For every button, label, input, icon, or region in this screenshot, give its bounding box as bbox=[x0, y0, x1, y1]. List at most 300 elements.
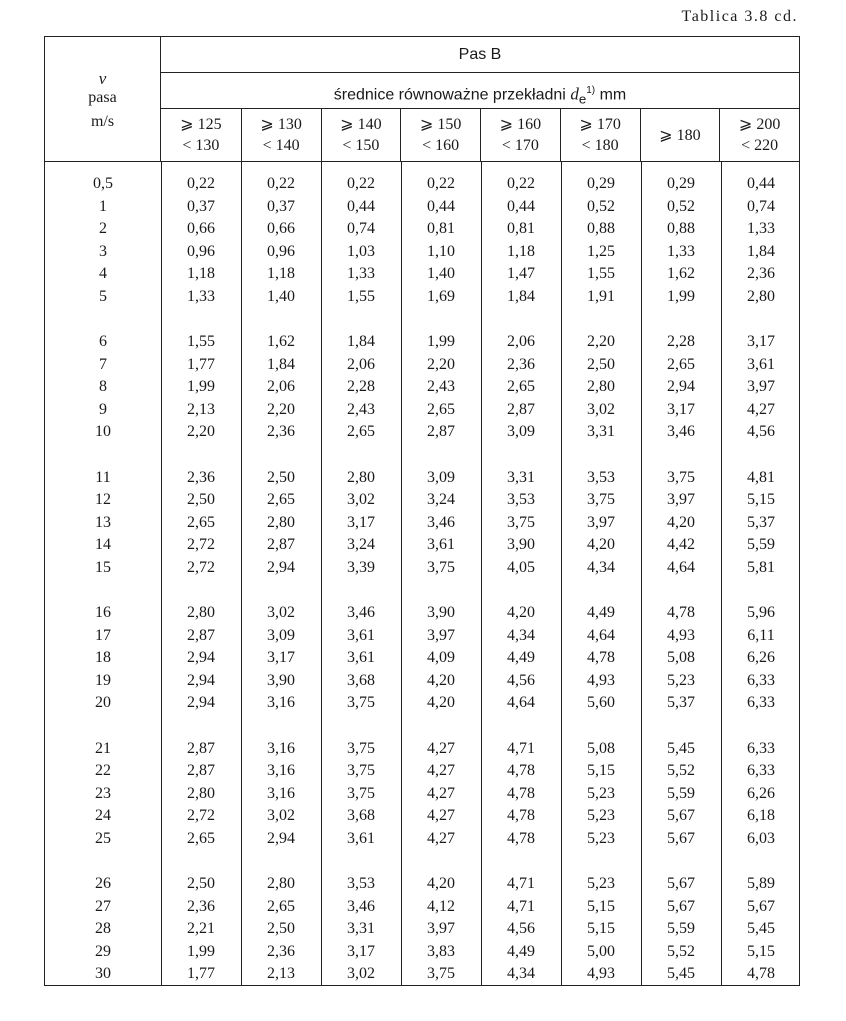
table-row bbox=[45, 896, 799, 919]
power-cell: 3,17 bbox=[347, 513, 375, 531]
power-cell: 5,52 bbox=[667, 762, 695, 779]
power-cell: 2,94 bbox=[187, 649, 215, 666]
power-cell: 3,46 bbox=[347, 604, 375, 621]
power-cell: 2,13 bbox=[267, 965, 295, 982]
power-cell: 2,50 bbox=[267, 920, 295, 937]
velocity-cell: 5 bbox=[99, 287, 107, 305]
range-lower: ⩾ 160 bbox=[499, 116, 542, 133]
table-row bbox=[45, 399, 799, 422]
power-cell: 4,78 bbox=[507, 807, 535, 824]
power-cell: 3,68 bbox=[347, 807, 375, 824]
power-cell: 3,90 bbox=[507, 536, 535, 553]
power-cell: 3,17 bbox=[667, 400, 695, 418]
power-cell: 4,93 bbox=[667, 626, 695, 644]
table-row bbox=[45, 376, 799, 399]
table-row bbox=[45, 196, 799, 219]
velocity-cell: 24 bbox=[95, 807, 111, 824]
power-cell: 3,02 bbox=[267, 604, 295, 621]
power-cell: 0,88 bbox=[667, 220, 695, 237]
power-cell: 3,97 bbox=[427, 920, 455, 937]
power-cell: 4,56 bbox=[507, 671, 535, 689]
power-cell: 3,16 bbox=[267, 784, 295, 802]
table-row bbox=[45, 941, 799, 964]
power-cell: 2,94 bbox=[187, 694, 215, 711]
diameter-symbol: d bbox=[570, 84, 579, 104]
power-cell: 0,22 bbox=[347, 175, 375, 192]
range-upper: < 160 bbox=[422, 137, 460, 154]
power-cell: 3,90 bbox=[267, 671, 295, 689]
power-cell: 2,65 bbox=[267, 491, 295, 508]
power-cell: 1,84 bbox=[267, 355, 295, 373]
power-cell: 5,15 bbox=[747, 942, 775, 960]
power-cell: 1,99 bbox=[187, 942, 215, 960]
power-cell: 0,74 bbox=[347, 220, 375, 237]
power-cell: 3,31 bbox=[587, 423, 615, 440]
power-cell: 3,53 bbox=[347, 875, 375, 892]
power-cell: 4,27 bbox=[427, 739, 455, 757]
power-cell: 4,81 bbox=[747, 468, 775, 486]
range-lower: ⩾ 125 bbox=[180, 116, 222, 133]
table-row bbox=[45, 241, 799, 264]
power-cell: 1,62 bbox=[267, 333, 295, 350]
power-cell: 2,80 bbox=[267, 875, 295, 892]
velocity-symbol: v bbox=[98, 69, 107, 88]
velocity-cell: 10 bbox=[95, 423, 111, 440]
table-row bbox=[45, 647, 799, 670]
power-cell: 3,46 bbox=[347, 897, 375, 915]
power-cell: 4,49 bbox=[507, 942, 535, 960]
power-cell: 4,27 bbox=[427, 784, 455, 802]
power-cell: 4,20 bbox=[427, 671, 455, 689]
power-cell: 1,69 bbox=[427, 287, 455, 305]
power-cell: 2,65 bbox=[267, 897, 295, 915]
power-cell: 1,99 bbox=[667, 287, 695, 305]
power-cell: 3,24 bbox=[347, 536, 375, 553]
power-cell: 1,33 bbox=[187, 287, 215, 305]
power-cell: 2,36 bbox=[187, 468, 215, 486]
power-cell: 6,03 bbox=[747, 829, 775, 847]
power-cell: 0,29 bbox=[587, 175, 615, 192]
power-cell: 4,78 bbox=[747, 965, 775, 982]
table-row bbox=[45, 692, 799, 715]
table-row bbox=[45, 534, 799, 557]
power-cell: 3,75 bbox=[507, 513, 535, 531]
power-cell: 0,96 bbox=[267, 242, 295, 260]
power-cell: 2,50 bbox=[187, 875, 215, 892]
power-cell: 5,59 bbox=[667, 784, 695, 802]
power-cell: 3,75 bbox=[347, 739, 375, 757]
table-row bbox=[45, 512, 799, 535]
power-cell: 5,67 bbox=[667, 897, 695, 915]
power-cell: 1,10 bbox=[427, 242, 455, 260]
power-cell: 5,89 bbox=[747, 875, 775, 892]
power-cell: 2,28 bbox=[347, 378, 375, 395]
velocity-cell: 6 bbox=[99, 333, 107, 350]
power-cell: 5,45 bbox=[747, 920, 775, 937]
power-cell: 3,97 bbox=[747, 378, 775, 395]
power-cell: 1,55 bbox=[587, 265, 615, 282]
velocity-cell: 23 bbox=[95, 784, 111, 802]
power-cell: 1,18 bbox=[267, 265, 295, 282]
table-row bbox=[45, 670, 799, 693]
velocity-header bbox=[45, 37, 161, 161]
power-cell: 1,25 bbox=[587, 242, 615, 260]
power-cell: 3,75 bbox=[347, 784, 375, 802]
power-cell: 5,67 bbox=[667, 807, 695, 824]
power-cell: 2,43 bbox=[347, 400, 375, 418]
power-cell: 0,44 bbox=[507, 197, 535, 215]
power-cell: 3,75 bbox=[347, 762, 375, 779]
power-cell: 1,33 bbox=[667, 242, 695, 260]
power-cell: 4,20 bbox=[427, 694, 455, 711]
power-cell: 4,20 bbox=[507, 604, 535, 621]
velocity-cell: 7 bbox=[99, 355, 107, 373]
power-cell: 0,44 bbox=[427, 197, 455, 215]
velocity-cell: 16 bbox=[95, 604, 111, 621]
power-cell: 4,34 bbox=[507, 965, 535, 982]
power-cell: 2,36 bbox=[267, 942, 295, 960]
table-row bbox=[45, 354, 799, 377]
power-cell: 0,44 bbox=[747, 175, 775, 192]
power-cell: 3,90 bbox=[427, 604, 455, 621]
table-row bbox=[45, 489, 799, 512]
power-cell: 2,20 bbox=[267, 400, 295, 418]
velocity-unit: m/s bbox=[90, 113, 115, 130]
power-cell: 4,56 bbox=[747, 423, 775, 440]
power-cell: 0,44 bbox=[347, 197, 375, 215]
range-lower: ⩾ 140 bbox=[340, 116, 382, 133]
velocity-cell: 13 bbox=[95, 513, 111, 531]
table-row bbox=[45, 173, 799, 196]
range-upper: < 220 bbox=[741, 137, 779, 154]
power-cell: 2,87 bbox=[187, 762, 215, 779]
table-row bbox=[45, 783, 799, 806]
power-cell: 4,78 bbox=[507, 762, 535, 779]
power-cell: 4,71 bbox=[507, 739, 535, 757]
power-cell: 6,33 bbox=[747, 671, 775, 689]
power-cell: 5,37 bbox=[747, 513, 775, 531]
power-cell: 4,20 bbox=[587, 536, 615, 553]
velocity-label: pasa bbox=[88, 89, 117, 106]
power-cell: 3,75 bbox=[347, 694, 375, 711]
table-caption: Tablica 3.8 cd. bbox=[681, 8, 798, 25]
power-cell: 1,62 bbox=[667, 265, 695, 282]
power-cell: 2,65 bbox=[667, 355, 695, 373]
power-cell: 3,75 bbox=[427, 965, 455, 982]
power-cell: 3,75 bbox=[667, 468, 695, 486]
power-cell: 3,17 bbox=[747, 333, 775, 350]
power-cell: 0,52 bbox=[667, 197, 695, 215]
power-cell: 1,18 bbox=[507, 242, 535, 260]
power-cell: 0,66 bbox=[267, 220, 295, 237]
table-row bbox=[45, 602, 799, 625]
range-header-1 bbox=[161, 109, 241, 161]
power-cell: 4,64 bbox=[587, 626, 615, 644]
velocity-cell: 15 bbox=[95, 558, 111, 576]
power-cell: 1,18 bbox=[187, 265, 215, 282]
power-cell: 5,45 bbox=[667, 965, 695, 982]
velocity-cell: 14 bbox=[95, 536, 111, 553]
power-cell: 1,40 bbox=[267, 287, 295, 305]
power-cell: 4,12 bbox=[427, 897, 455, 915]
power-cell: 3,02 bbox=[347, 965, 375, 982]
power-cell: 0,22 bbox=[427, 175, 455, 192]
range-upper: < 140 bbox=[262, 137, 300, 154]
velocity-cell: 4 bbox=[99, 265, 107, 282]
range-header-8 bbox=[719, 109, 799, 161]
power-cell: 2,87 bbox=[187, 739, 215, 757]
power-cell: 3,17 bbox=[347, 942, 375, 960]
power-cell: 3,61 bbox=[427, 536, 455, 553]
power-cell: 2,21 bbox=[187, 920, 215, 937]
power-cell: 0,52 bbox=[587, 197, 615, 215]
velocity-cell: 25 bbox=[95, 829, 111, 847]
power-cell: 2,65 bbox=[427, 400, 455, 418]
range-upper: < 180 bbox=[581, 137, 619, 154]
power-cell: 2,06 bbox=[267, 378, 295, 395]
power-cell: 4,78 bbox=[507, 784, 535, 802]
power-cell: 0,37 bbox=[187, 197, 215, 215]
power-cell: 0,81 bbox=[427, 220, 455, 237]
power-cell: 2,65 bbox=[187, 829, 215, 847]
power-cell: 2,36 bbox=[747, 265, 775, 282]
power-cell: 3,97 bbox=[667, 491, 695, 508]
power-cell: 2,87 bbox=[267, 536, 295, 553]
diameter-text: średnice równoważne przekładni bbox=[333, 86, 566, 104]
velocity-cell: 17 bbox=[95, 626, 111, 644]
power-cell: 1,77 bbox=[187, 355, 215, 373]
power-cell: 6,33 bbox=[747, 739, 775, 757]
power-cell: 5,00 bbox=[587, 942, 615, 960]
power-cell: 2,50 bbox=[267, 468, 295, 486]
power-cell: 2,80 bbox=[267, 513, 295, 531]
power-cell: 2,94 bbox=[267, 558, 295, 576]
power-cell: 2,06 bbox=[507, 333, 535, 350]
range-lower: ⩾ 200 bbox=[738, 116, 781, 133]
power-cell: 2,50 bbox=[187, 491, 215, 508]
table-row bbox=[45, 963, 799, 986]
power-cell: 2,65 bbox=[507, 378, 535, 395]
power-cell: 5,81 bbox=[747, 558, 775, 576]
belt-type-header: Pas B bbox=[161, 37, 799, 73]
power-cell: 3,02 bbox=[267, 807, 295, 824]
power-cell: 3,16 bbox=[267, 694, 295, 711]
power-cell: 6,11 bbox=[747, 626, 775, 644]
power-cell: 4,64 bbox=[507, 694, 535, 711]
table-row bbox=[45, 625, 799, 648]
range-lower: ⩾ 180 bbox=[659, 126, 701, 144]
power-cell: 0,96 bbox=[187, 242, 215, 260]
table-row bbox=[45, 760, 799, 783]
power-cell: 4,78 bbox=[507, 829, 535, 847]
velocity-cell: 26 bbox=[95, 875, 111, 892]
power-cell: 6,26 bbox=[747, 649, 775, 666]
table-row bbox=[45, 738, 799, 761]
power-cell: 2,80 bbox=[747, 287, 775, 305]
table-row bbox=[45, 467, 799, 490]
table-row bbox=[45, 331, 799, 354]
diameter-subscript: e bbox=[578, 91, 587, 107]
power-cell: 2,36 bbox=[507, 355, 535, 373]
diameter-footnote: 1) bbox=[586, 85, 596, 96]
power-cell: 4,93 bbox=[587, 965, 615, 982]
velocity-cell: 8 bbox=[99, 378, 107, 395]
power-cell: 3,75 bbox=[587, 491, 615, 508]
power-cell: 5,23 bbox=[667, 671, 695, 689]
range-header-2 bbox=[241, 109, 321, 161]
power-cell: 4,42 bbox=[667, 536, 695, 553]
power-cell: 5,23 bbox=[587, 829, 615, 847]
power-cell: 4,27 bbox=[747, 400, 775, 418]
power-cell: 0,66 bbox=[187, 220, 215, 237]
power-cell: 4,34 bbox=[587, 558, 615, 576]
range-lower: ⩾ 170 bbox=[579, 116, 621, 133]
velocity-cell: 18 bbox=[95, 649, 111, 666]
power-cell: 6,18 bbox=[747, 807, 775, 824]
range-header-5 bbox=[480, 109, 560, 161]
range-lower: ⩾ 150 bbox=[419, 116, 462, 133]
power-cell: 4,05 bbox=[507, 558, 535, 576]
power-cell: 2,80 bbox=[187, 784, 215, 802]
power-cell: 2,80 bbox=[347, 468, 375, 486]
power-cell: 1,77 bbox=[187, 965, 215, 982]
velocity-cell: 21 bbox=[95, 739, 111, 757]
power-cell: 2,20 bbox=[187, 423, 215, 440]
power-cell: 5,08 bbox=[667, 649, 695, 666]
power-cell: 4,78 bbox=[667, 604, 695, 621]
power-table bbox=[44, 36, 800, 986]
power-cell: 5,15 bbox=[587, 920, 615, 937]
power-cell: 2,94 bbox=[267, 829, 295, 847]
range-upper: < 170 bbox=[501, 137, 539, 154]
velocity-cell: 30 bbox=[95, 965, 111, 982]
power-cell: 3,75 bbox=[427, 558, 455, 576]
power-cell: 2,28 bbox=[667, 333, 695, 350]
power-cell: 2,65 bbox=[347, 423, 375, 440]
power-cell: 3,46 bbox=[427, 513, 455, 531]
power-cell: 1,99 bbox=[427, 333, 455, 350]
range-header-7 bbox=[640, 109, 720, 161]
power-cell: 2,43 bbox=[427, 378, 455, 395]
power-cell: 1,91 bbox=[587, 287, 615, 305]
power-cell: 4,09 bbox=[427, 649, 455, 666]
power-cell: 4,93 bbox=[587, 671, 615, 689]
table-row bbox=[45, 218, 799, 241]
table-row bbox=[45, 263, 799, 286]
power-cell: 4,78 bbox=[587, 649, 615, 666]
power-cell: 5,23 bbox=[587, 875, 615, 892]
power-cell: 0,22 bbox=[507, 175, 535, 192]
power-cell: 3,61 bbox=[347, 829, 375, 847]
power-cell: 4,71 bbox=[507, 875, 535, 892]
power-cell: 6,26 bbox=[747, 784, 775, 802]
power-cell: 1,99 bbox=[187, 378, 215, 395]
table-row bbox=[45, 828, 799, 851]
power-cell: 1,33 bbox=[347, 265, 375, 282]
power-cell: 5,37 bbox=[667, 694, 695, 711]
power-cell: 2,20 bbox=[427, 355, 455, 373]
velocity-cell: 3 bbox=[99, 242, 107, 260]
power-cell: 0,22 bbox=[187, 175, 215, 192]
power-cell: 5,59 bbox=[667, 920, 695, 937]
power-cell: 3,68 bbox=[347, 671, 375, 689]
power-cell: 0,74 bbox=[747, 197, 775, 215]
velocity-cell: 22 bbox=[95, 762, 111, 779]
power-cell: 1,03 bbox=[347, 242, 375, 260]
power-cell: 3,16 bbox=[267, 762, 295, 779]
power-cell: 1,84 bbox=[507, 287, 535, 305]
power-cell: 2,87 bbox=[507, 400, 535, 418]
power-cell: 4,49 bbox=[507, 649, 535, 666]
power-cell: 3,31 bbox=[507, 468, 535, 486]
power-cell: 3,02 bbox=[347, 491, 375, 508]
power-cell: 3,53 bbox=[587, 468, 615, 486]
diameter-unit: mm bbox=[599, 86, 627, 104]
table-row bbox=[45, 805, 799, 828]
velocity-cell: 11 bbox=[95, 468, 111, 486]
power-cell: 2,72 bbox=[187, 558, 215, 576]
power-cell: 4,64 bbox=[667, 558, 695, 576]
power-cell: 5,23 bbox=[587, 807, 615, 824]
power-cell: 2,87 bbox=[187, 626, 215, 644]
power-cell: 3,02 bbox=[587, 400, 615, 418]
header-divider bbox=[45, 161, 799, 162]
power-cell: 5,59 bbox=[747, 536, 775, 553]
power-cell: 3,53 bbox=[507, 491, 535, 508]
power-cell: 2,80 bbox=[587, 378, 615, 395]
power-cell: 5,52 bbox=[667, 942, 695, 960]
power-cell: 5,15 bbox=[587, 897, 615, 915]
power-cell: 4,27 bbox=[427, 829, 455, 847]
power-cell: 1,40 bbox=[427, 265, 455, 282]
velocity-cell: 9 bbox=[99, 400, 107, 418]
velocity-cell: 2 bbox=[99, 220, 107, 237]
power-cell: 5,45 bbox=[667, 739, 695, 757]
power-cell: 4,71 bbox=[507, 897, 535, 915]
range-header-3 bbox=[321, 109, 401, 161]
power-cell: 1,33 bbox=[747, 220, 775, 237]
power-cell: 5,60 bbox=[587, 694, 615, 711]
power-cell: 1,84 bbox=[747, 242, 775, 260]
power-cell: 4,20 bbox=[427, 875, 455, 892]
power-cell: 3,61 bbox=[747, 355, 775, 373]
velocity-cell: 1 bbox=[99, 197, 107, 215]
power-cell: 2,72 bbox=[187, 536, 215, 553]
power-cell: 5,67 bbox=[747, 897, 775, 915]
power-cell: 3,83 bbox=[427, 942, 455, 960]
table-row bbox=[45, 286, 799, 309]
power-cell: 6,33 bbox=[747, 762, 775, 779]
power-cell: 3,24 bbox=[427, 491, 455, 508]
power-cell: 4,20 bbox=[667, 513, 695, 531]
power-cell: 4,27 bbox=[427, 807, 455, 824]
power-cell: 5,96 bbox=[747, 604, 775, 621]
range-header-6 bbox=[560, 109, 640, 161]
velocity-cell: 19 bbox=[95, 671, 111, 689]
power-cell: 5,15 bbox=[587, 762, 615, 779]
power-cell: 0,81 bbox=[507, 220, 535, 237]
power-cell: 1,47 bbox=[507, 265, 535, 282]
range-header-4 bbox=[400, 109, 480, 161]
power-cell: 1,84 bbox=[347, 333, 375, 350]
power-cell: 4,27 bbox=[427, 762, 455, 779]
power-cell: 3,16 bbox=[267, 739, 295, 757]
power-cell: 2,80 bbox=[187, 604, 215, 621]
range-lower: ⩾ 130 bbox=[260, 116, 302, 133]
power-cell: 2,06 bbox=[347, 355, 375, 373]
power-cell: 3,97 bbox=[427, 626, 455, 644]
power-cell: 2,72 bbox=[187, 807, 215, 824]
